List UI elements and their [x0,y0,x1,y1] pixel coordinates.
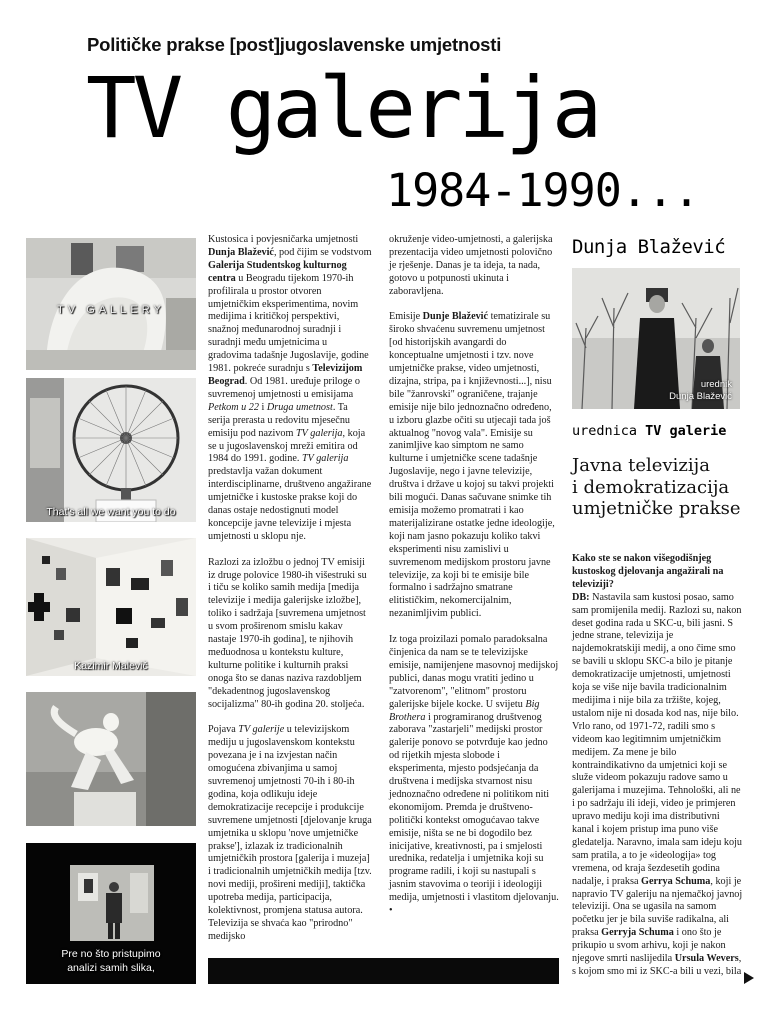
image-caption: That's all we want you to do [46,506,176,518]
image-caption: TV GALLERY [57,304,165,316]
malevich-room-image [26,538,196,676]
image-caption-line: Pre no što pristupimo [61,948,161,960]
interview-heading: Javna televizija i demokratizacija umjetničke prakse [572,455,741,519]
interview-question: Kako ste se nakon višegodišnjeg kustoskog djelovanja angažirali na televiziji? [572,553,724,590]
bicycle-wheel-image [26,378,196,522]
tv-gallery-image [26,238,196,370]
paragraph: Iz toga proizilazi pomalo paradoksalna činjenica da nam se te televizijske emisije, namijenjene masovnoj medijskoj publici, danas mogu vratiti jedino u "zatvorenom", "elitnom" prostoru galerijske bijele kocke. U svijetu Big Brothera i programiranog društvenog zaborava "zastarjeli" medijski prostor galerije ponovo se potvrđuje kao jedno od rijetkih mjesta slobode i eksperimenta, mjesto podsjećanja da društvena i medijska stvarnost nisu jednoznačno određene ni politikom niti ekonomijom. Premda je društveno-politički kontekst omogućavao takve emisije, ništa se ne bi dogodilo bez inicijative, kreativnosti, pa i smjelosti urednika, redatelja i umjetnika koji su programe radili, i koji su nastupali s jasnim stavovima o teoriji i ideologiji medija, umjetnosti i vlastitom djelovanju. • [389,634,559,917]
paragraph: Razlozi za izložbu o jednoj TV emisiji iz druge polovice 1980-ih višestruki su i tiču se koliko samih medija [medija televizije i medija galerijske izložbe], toliko i sadržaja [suvremena umjetnost u svom proširenom smislu kakav nastaje 1970-ih godina], te njihovih međuodnosa u kontekstu kulture, kulturne politike i kulturnih praksi onoga što se danas naziva razdobljem "dekadentnog jugoslavenskog socijalizma" 80-ih godina 20. stoljeća. [208,556,367,710]
black-bar [208,958,559,984]
page-title: TV galerija [86,59,599,157]
series-title: Političke prakse [post]jugoslavenske umjetnosti [87,34,502,55]
image-caption: Kazimir Malevič [74,660,148,672]
paragraph: Emisije Dunje Blažević tematizirale su široko shvaćenu suvremenu umjetnost [od historijskih avangardi do konceptualne umjetnosti i tzv. nove umjetničke prakse, video umjetnosti, dizajna, stripa, pa i književnosti...], nisu bile "žanrovski" ograničene, trajanje emisije nije bilo jednoznačno određeno, u izboru glazbe očiti su utjecaji tada još aktualnog "novog vala". Emisije su zanimljive kao simptom ne samo kulturne i umjetničke scene tadašnje Jugoslavije, nego i javne televizije, društva i države u kojoj su takvi projekti bili mogući. Danas sačuvane snimke tih emisija možemo promatrati i kao materijalizirane ostatke jedne ideologije, koji nam jasno pokazuju koliko takvi eksperimenti nisu zamislivi u suvremenom medijskom prostoru javne televizije, za koji bi te emisije bile formalno i sadržajno smatrane elitističkim, nekomercijalnim, nezanimljivim publici. [389,311,555,620]
paragraph: okruženje video-umjetnosti, a galerijska prezentacija video umjetnosti polovično je rješenje. Danas je ta ideja, ta nada, gotovo u potpunosti ukinuta i zaboravljena. [389,234,553,297]
portrait-caption-line: Dunja Blažević [669,391,732,402]
paragraph: Pojava TV galerije u televizijskom mediju u jugoslavenskom kontekstu povezana je i na izvjestan način omogućena zbivanjima u samoj suvremenoj umjetnosti 70-ih i 80-ih godina, koja odlikuju ideje demokratizacije recepcije i produkcije suvremene umjetnosti [djelovanje kruga umjetnika u sklopu 'nove umjetničke prakse'], izlazak iz tradicionalnih umjetničkih prostora [galerija i muzeja] i tradicionalnih umjetničkih medija [tzv. novi mediji, prošireni mediji], taktička upotreba medija, participacija, kolektivnost, promjena statusa autora. Televizija se shvaća kao "prirodno" medijsko [208,724,372,942]
paragraph: Kustosica i povjesničarka umjetnosti Dunja Blažević, pod čijim se vodstvom Galerija Studentskog kulturnog centra u Beogradu tijekom 1970-ih profilirala u prostor otvoren umjetničkim eksperimentima, novim medijima i kritičkoj perspektivi, snažnoj međunarodnoj suradnji i suradnji među umjetnicima u gradovima tadašnje Jugoslavije, godine 1981. pokreće suradnju s Televizijom Beograd. Od 1981. uređuje priloge o suvremenoj umjetnosti u emisijama Petkom u 22 i Druga umetnost. Ta serija prerasta u redovitu mjesečnu emisiju pod nazivom TV galerija, koja se u jugoslavenskoj mreži emitira od 1984 do 1991. godine. TV galerija predstavlja važan dokument interdisciplinarne, društveno angažirane umjetničke i kustoske prakse koji do danas ostaje nedostignuti model koncepcije javne televizije i mjesta umjetnosti u sklopu nje. [208,234,372,542]
continue-arrow-icon[interactable] [744,972,754,984]
discobolus-image [26,692,196,826]
portrait-caption-line: urednik [700,379,732,390]
image-caption-line: analizi samih slika, [67,962,155,974]
article-column-2 [389,234,559,931]
years-heading: 1984-1990... [386,164,700,217]
interview-text: Kako ste se nakon višegodišnjeg kustoskog djelovanja angažirali na televiziji? DB: Nastavila sam kustosi posao, samo sam promijenila medij. Razlozi su, nakon deset godina rada u SKC-u, bili jasni. S jedne strane, televizija je najdemokratskiji medij, a ono čime smo se bavili u sklopu SKC-a bilo je pitanje demokratizacije umjetnosti, umjetnosti koja se više nije bavila tradicionalnim medijima i nije bila za tržište, kojeg, ustalom nije ni dosada kod nas, nije bilo. Vrlo rano, od 1971-72, radili smo s videom kao legitimnim umjetničkim medijem. Za mene je bilo kontraindikativno da umjetnici koji se služe videom pokazuju radove samo u galerijama i muzejima. Tehnološki, ali ne i po sadržaju ili ideji, video je primjeren upravo mediju koji ima distributivni kanal i kojem pristup ima puno više gledatelja. Naravno, imala sam ideju koju sam pratila, a to je «ideologija» tog vremena, od kraja šezdesetih godina nadalje, i praksa Gerrya Schuma, koji je napravio TV galeriju na njemačkoj javnoj televiziji. Ona se ugasila na samom početku jer je bila suviše radikalna, ali praksa Gerryja Schuma i ono što je prikupio u svom arhivu, koji je nakon njegove smrti naslijedila Ursula Wevers, s kojom smo mi iz SKC-a bili u vezi, bila [572,553,743,977]
author-name: Dunja Blažević [572,236,726,258]
speaker-label: DB: [572,591,590,603]
author-role: urednica TV galerie [572,423,727,439]
author-portrait [572,268,740,409]
presenter-image [26,843,196,984]
article-column-1 [208,234,372,957]
